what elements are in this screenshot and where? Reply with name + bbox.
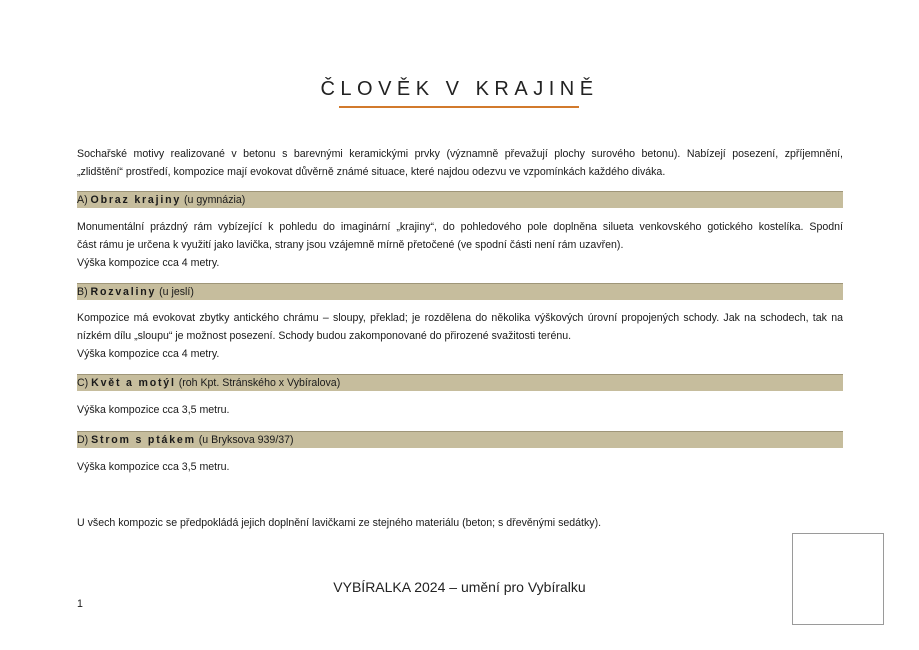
- section-location: (u gymnázia): [184, 194, 246, 206]
- title-underline: [339, 106, 579, 108]
- section-body-d: [77, 458, 843, 476]
- section-line: Monumentální prázdný rám vybízející k pohledu do imaginární „krajiny“, do pohledového pole doplněna silueta venkovského gotického kostelíka. Spodní: [77, 221, 843, 233]
- section-location: (u Bryksova 939/37): [198, 434, 294, 446]
- section-name: Květ a motýl: [91, 377, 176, 389]
- section-header-b: [77, 283, 843, 300]
- empty-frame-box: [792, 533, 884, 625]
- section-location: (u jeslí): [159, 286, 194, 298]
- section-location: (roh Kpt. Stránského x Vybíralova): [178, 377, 341, 389]
- section-body-c: [77, 401, 843, 419]
- section-line: část rámu je určena k využití jako lavička, strany jsou vzájemně mírně přetočené (ve spodní části není rám uzavřen).: [77, 239, 624, 251]
- page-footer: VYBÍRALKA 2024 – umění pro Vybíralku: [333, 579, 586, 595]
- closing-paragraph: U všech kompozic se předpokládá jejich doplnění lavičkami ze stejného materiálu (beton; s dřevěnými sedátky).: [77, 517, 602, 529]
- page-title: ČLOVĚK V KRAJINĚ: [320, 78, 599, 100]
- section-name: Obraz krajiny: [90, 194, 182, 206]
- section-name: Strom s ptákem: [91, 434, 196, 446]
- section-body-b: [77, 309, 843, 363]
- intro-line: „zlidštění“ prostředí, kompozice mají evokovat důvěrně známé situace, které najdou odezvu ve vzpomínkách každého diváka.: [77, 166, 666, 178]
- section-name: Rozvaliny: [90, 286, 157, 298]
- section-line: nízkém dílu „sloupu“ je možnost posezení. Schody budou zakomponované do přirozené svažitosti terénu.: [77, 330, 572, 342]
- section-line: Výška kompozice cca 3,5 metru.: [77, 404, 230, 416]
- section-prefix: A): [77, 194, 88, 206]
- section-prefix: C): [77, 377, 89, 389]
- section-header-d: [77, 431, 843, 448]
- section-prefix: D): [77, 434, 89, 446]
- section-header-a: [77, 191, 843, 208]
- page-number: 1: [77, 598, 83, 610]
- section-line: Výška kompozice cca 3,5 metru.: [77, 461, 230, 473]
- section-header-c: [77, 374, 843, 391]
- intro-paragraph: [77, 145, 843, 181]
- section-body-a: [77, 218, 843, 272]
- section-line: Výška kompozice cca 4 metry.: [77, 257, 220, 269]
- section-line: Výška kompozice cca 4 metry.: [77, 348, 220, 360]
- section-line: Kompozice má evokovat zbytky antického chrámu – sloupy, překlad; je rozdělena do několika výškových úrovní propojených schody. Jak na schodech, tak na: [77, 312, 843, 324]
- intro-line: Sochařské motivy realizované v betonu s barevnými keramickými prvky (významně převažují plochy surového betonu). Nabízejí posezení, zpříjemnění,: [77, 148, 843, 160]
- section-prefix: B): [77, 286, 88, 298]
